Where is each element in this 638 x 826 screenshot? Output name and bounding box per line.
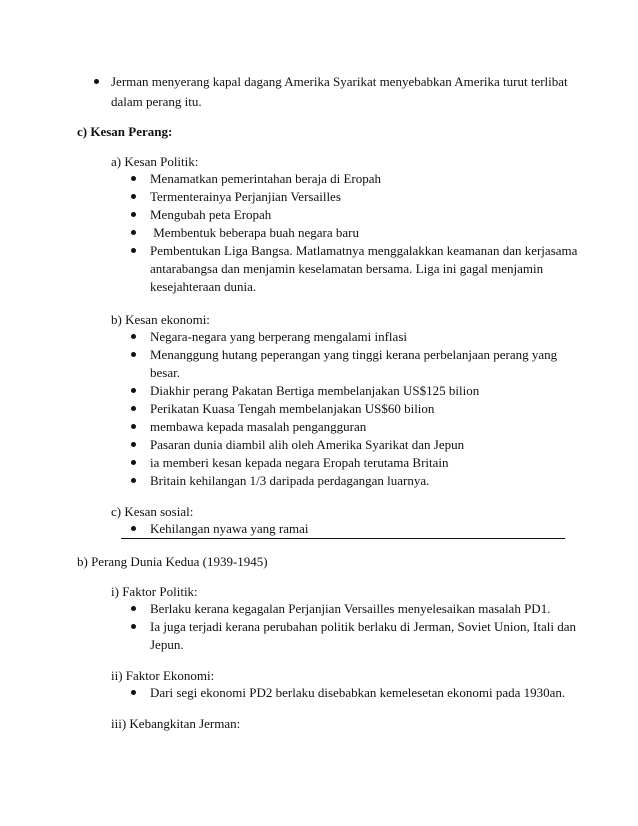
sosial-item: Kehilangan nyawa yang ramai bbox=[150, 521, 309, 536]
ekonomi-item: Pasaran dunia diambil alih oleh Amerika Syarikat dan Jepun bbox=[150, 437, 465, 452]
bullet-icon bbox=[131, 334, 136, 339]
bullet-icon bbox=[131, 624, 136, 629]
ekonomi-item: membawa kepada masalah pengangguran bbox=[150, 419, 367, 434]
politik-item: Mengubah peta Eropah bbox=[150, 207, 272, 222]
bullet-icon bbox=[131, 230, 136, 235]
bullet-icon bbox=[131, 352, 136, 357]
horizontal-rule bbox=[121, 538, 565, 539]
ekonomi-item: Britain kehilangan 1/3 daripada perdagangan luarnya. bbox=[150, 473, 430, 488]
section-title-kesan-sosial: c) Kesan sosial: bbox=[111, 504, 194, 519]
bullet-icon bbox=[131, 212, 136, 217]
bullet-icon bbox=[94, 79, 99, 84]
section-title-faktor-politik: i) Faktor Politik: bbox=[111, 584, 198, 599]
politik-item-continued: antarabangsa dan menjamin keselamatan bersama. Liga ini gagal menjamin bbox=[150, 261, 544, 276]
bullet-icon bbox=[131, 526, 136, 531]
bullet-icon bbox=[131, 194, 136, 199]
politik-item: Termenterainya Perjanjian Versailles bbox=[150, 189, 341, 204]
bullet-icon bbox=[131, 248, 136, 253]
section-title-kesan-politik: a) Kesan Politik: bbox=[111, 154, 199, 169]
ekonomi-item: Menanggung hutang peperangan yang tinggi kerana perbelanjaan perang yang bbox=[150, 347, 558, 362]
faktor-politik-item: Berlaku kerana kegagalan Perjanjian Versailles menyelesaikan masalah PD1. bbox=[150, 601, 551, 616]
bullet-icon bbox=[131, 460, 136, 465]
bullet-icon bbox=[131, 478, 136, 483]
politik-item: Pembentukan Liga Bangsa. Matlamatnya menggalakkan keamanan dan kerjasama bbox=[150, 243, 578, 258]
ekonomi-item-continued: besar. bbox=[150, 365, 180, 380]
bullet-icon bbox=[131, 176, 136, 181]
bullet-icon bbox=[131, 388, 136, 393]
faktor-politik-item: Ia juga terjadi kerana perubahan politik berlaku di Jerman, Soviet Union, Itali dan bbox=[150, 619, 576, 634]
politik-item: Menamatkan pemerintahan beraja di Eropah bbox=[150, 171, 382, 186]
bullet-icon bbox=[131, 690, 136, 695]
heading-perang-dunia-kedua: b) Perang Dunia Kedua (1939-1945) bbox=[77, 554, 268, 569]
section-title-kebangkitan-jerman: iii) Kebangkitan Jerman: bbox=[111, 716, 241, 731]
faktor-ekonomi-item: Dari segi ekonomi PD2 berlaku disebabkan kemelesetan ekonomi pada 1930an. bbox=[150, 685, 566, 700]
section-title-faktor-ekonomi: ii) Faktor Ekonomi: bbox=[111, 668, 215, 683]
ekonomi-item: Perikatan Kuasa Tengah membelanjakan US$60 bilion bbox=[150, 401, 435, 416]
bullet-icon bbox=[131, 424, 136, 429]
intro-bullet-line-1: Jerman menyerang kapal dagang Amerika Syarikat menyebabkan Amerika turut terlibat bbox=[111, 74, 568, 89]
ekonomi-item: ia memberi kesan kepada negara Eropah terutama Britain bbox=[150, 455, 449, 470]
ekonomi-item: Negara-negara yang berperang mengalami inflasi bbox=[150, 329, 407, 344]
ekonomi-item: Diakhir perang Pakatan Bertiga membelanjakan US$125 bilion bbox=[150, 383, 480, 398]
heading-kesan-perang: c) Kesan Perang: bbox=[77, 124, 173, 139]
intro-bullet-line-2: dalam perang itu. bbox=[111, 94, 202, 109]
politik-item-continued: kesejahteraan dunia. bbox=[150, 279, 257, 294]
section-title-kesan-ekonomi: b) Kesan ekonomi: bbox=[111, 312, 210, 327]
bullet-icon bbox=[131, 406, 136, 411]
bullet-icon bbox=[131, 442, 136, 447]
bullet-icon bbox=[131, 606, 136, 611]
politik-item: Membentuk beberapa buah negara baru bbox=[150, 225, 359, 240]
faktor-politik-item-continued: Jepun. bbox=[150, 637, 184, 652]
